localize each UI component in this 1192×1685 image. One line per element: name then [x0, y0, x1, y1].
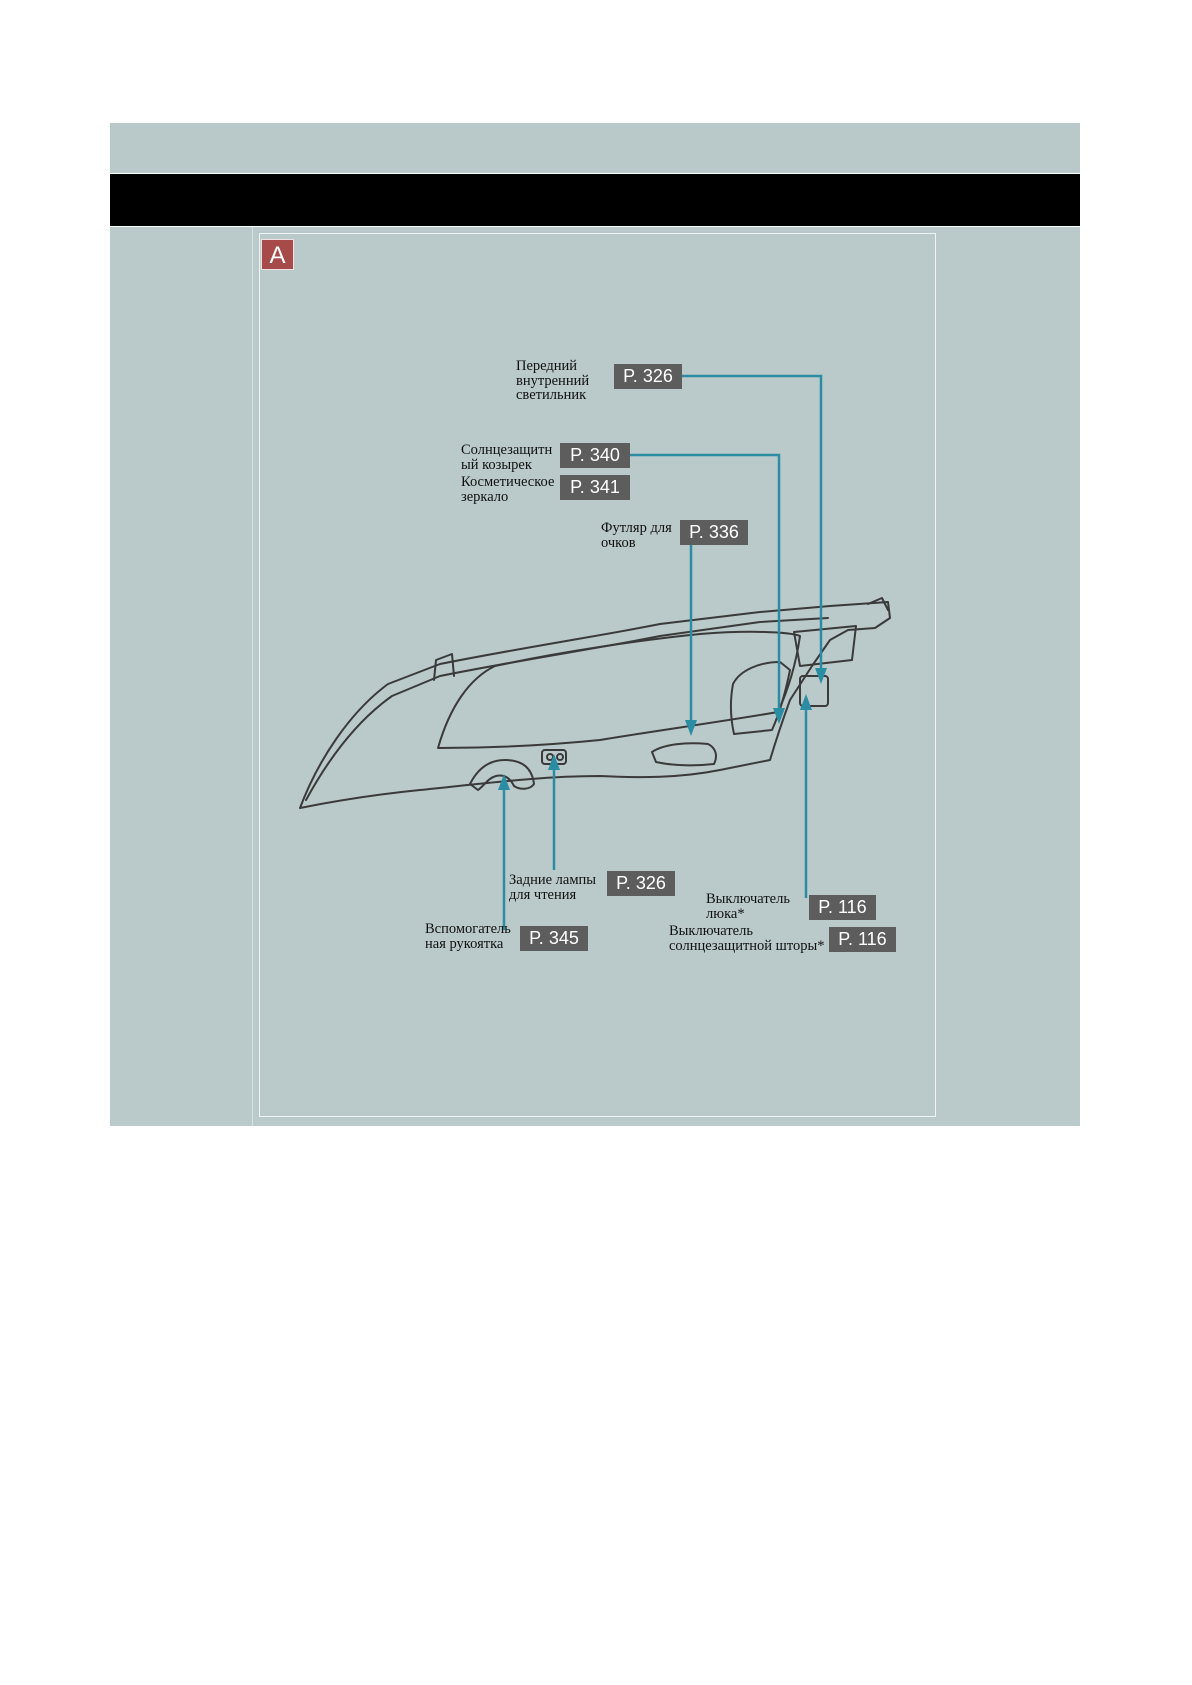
front-light-label: Передний внутренний светильник: [516, 358, 590, 403]
headliner-outline: [300, 598, 890, 808]
sun-visor-ref[interactable]: P. 340: [560, 443, 630, 468]
sunglass-holder-label: Футляр для очков: [601, 520, 672, 551]
sun-visor-label: Солнцезащитн ый козырек: [461, 442, 553, 473]
assist-grip-ref[interactable]: P. 345: [520, 926, 588, 951]
front-light-ref[interactable]: P. 326: [614, 364, 682, 389]
rear-lamps-label: Задние лампы для чтения: [509, 872, 597, 903]
vanity-mirror-label: Косметическое зеркало: [461, 474, 555, 505]
sunshade-switch-ref[interactable]: P. 116: [829, 927, 896, 952]
sunglass-holder-ref[interactable]: P. 336: [680, 520, 748, 545]
figure-badge: A: [261, 239, 294, 270]
leader-sun-visor: [630, 455, 779, 712]
moonroof-switch-label: Выключатель люка*: [706, 891, 790, 922]
leader-arrowheads: [498, 668, 827, 790]
moonroof-switch-ref[interactable]: P. 116: [809, 895, 876, 920]
sunshade-switch-label: Выключатель солнцезащитной шторы*: [669, 923, 825, 954]
assist-grip-label: Вспомогатель ная рукоятка: [425, 921, 511, 952]
vanity-mirror-ref[interactable]: P. 341: [560, 475, 630, 500]
rear-lamps-ref[interactable]: P. 326: [607, 871, 675, 896]
